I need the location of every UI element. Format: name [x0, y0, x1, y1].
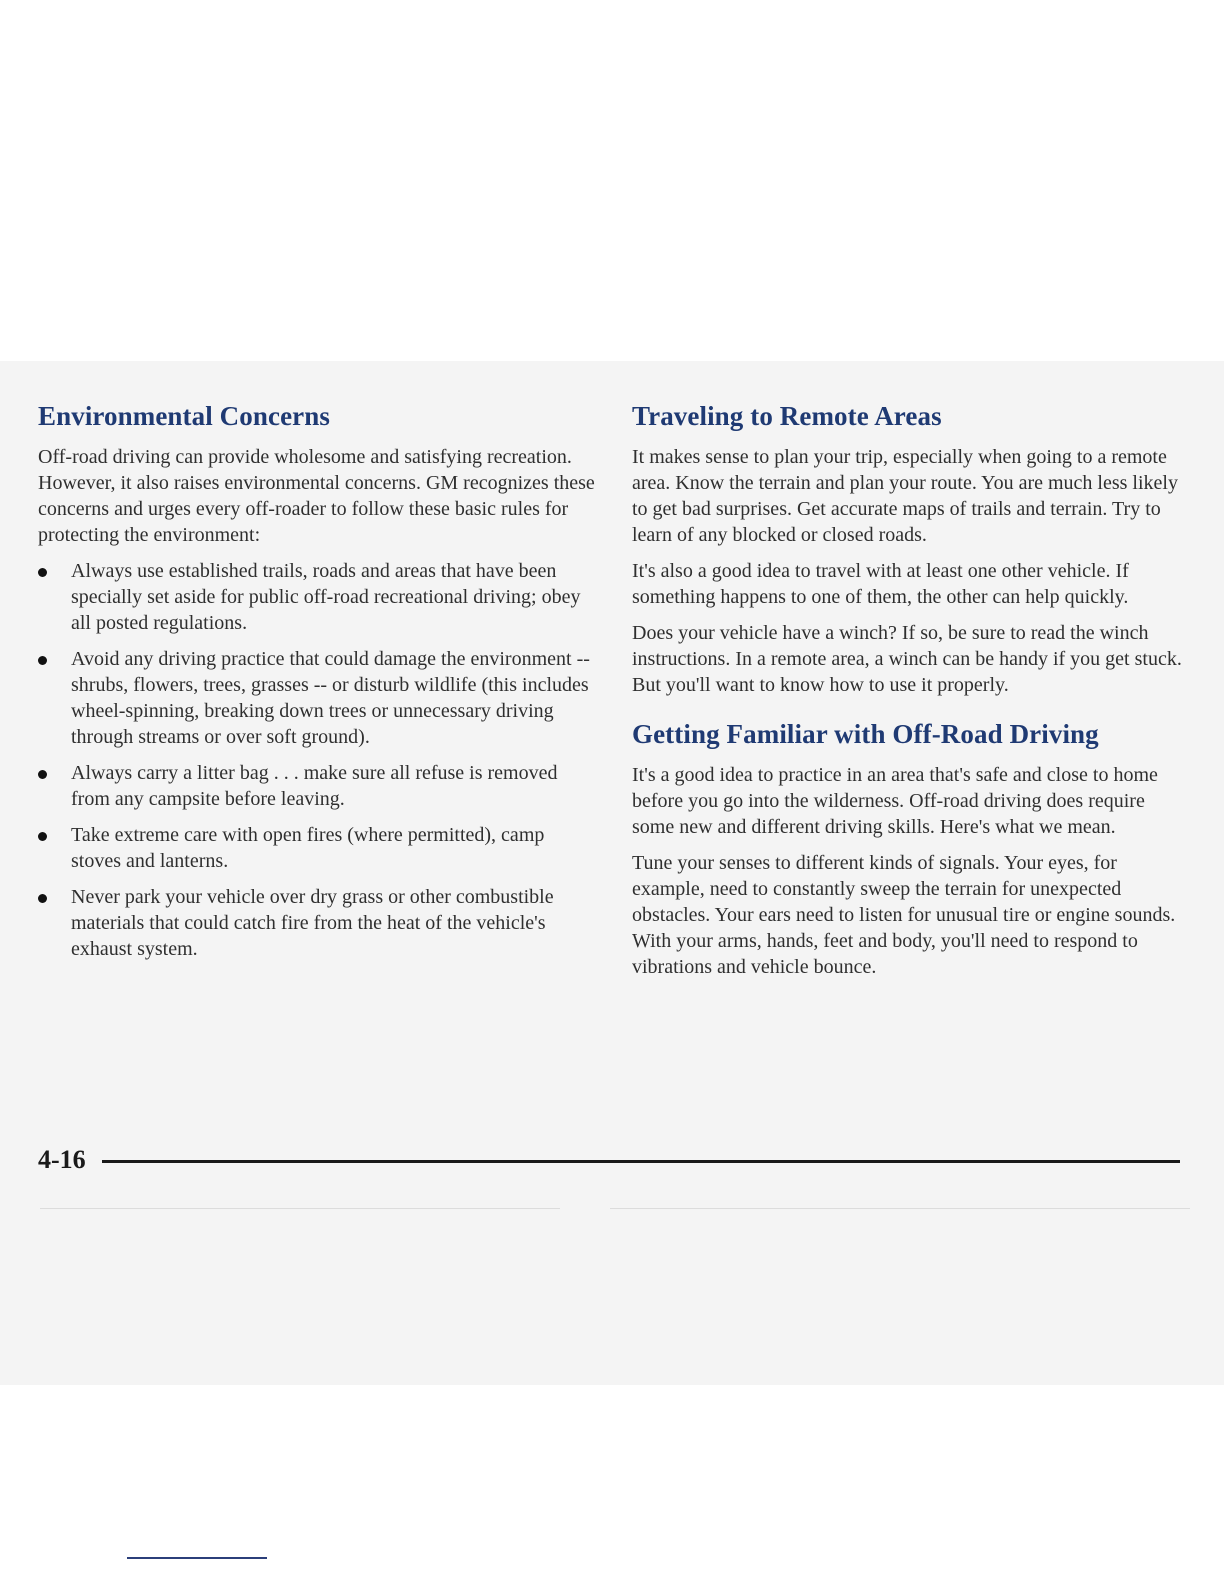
environmental-rules-list: [38, 558, 598, 962]
scan-artifact-rule-left: [40, 1208, 560, 1209]
list-item: [38, 822, 598, 874]
bullet-icon: [38, 832, 47, 841]
list-item-text: Take extreme care with open fires (where permitted), camp stoves and lanterns.: [71, 824, 545, 872]
footer-rule: [102, 1160, 1180, 1163]
page-footer: [38, 1144, 1180, 1176]
right-column: [632, 400, 1192, 990]
page-number: 4-16: [38, 1145, 86, 1174]
list-item: [38, 646, 598, 750]
list-item-text: Always carry a litter bag . . . make sure all refuse is removed from any campsite before leaving.: [71, 762, 558, 810]
remote-areas-paragraph: It's also a good idea to travel with at least one other vehicle. If something happens to one of them, the other can help quickly.: [632, 560, 1129, 608]
environmental-concerns-intro: Off-road driving can provide wholesome and satisfying recreation. However, it also raises environmental concerns. GM recognizes these concerns and urges every off-roader to follow these basic rules for protecting the environment:: [38, 446, 595, 546]
list-item-text: Avoid any driving practice that could damage the environment -- shrubs, flowers, trees, grasses -- or disturb wildlife (this includes wheel-spinning, breaking down trees or unnecessary driving through streams or over soft ground).: [71, 648, 590, 748]
scan-artifact-rule-right: [610, 1208, 1190, 1209]
off-road-familiar-paragraph: Tune your senses to different kinds of signals. Your eyes, for example, need to constantly sweep the terrain for unexpected obstacles. Your ears need to listen for unusual tire or engine sounds. With your arms, hands, feet and body, you'll need to respond to vibrations and vehicle bounce.: [632, 852, 1176, 978]
list-item-text: Always use established trails, roads and areas that have been specially set aside for public off-road recreational driving; obey all posted regulations.: [71, 560, 581, 634]
remote-areas-heading: Traveling to Remote Areas: [632, 401, 942, 431]
remote-areas-paragraph: Does your vehicle have a winch? If so, be sure to read the winch instructions. In a remote area, a winch can be handy if you get stuck. But you'll want to know how to use it properly.: [632, 622, 1182, 696]
list-item: [38, 558, 598, 636]
bullet-icon: [38, 656, 47, 665]
bottom-edge-rule: [127, 1557, 267, 1559]
remote-areas-paragraph: It makes sense to plan your trip, especially when going to a remote area. Know the terrain and plan your route. You are much less likely to get bad surprises. Get accurate maps of trails and terrain. Try to learn of any blocked or closed roads.: [632, 446, 1178, 546]
off-road-familiar-paragraph: It's a good idea to practice in an area that's safe and close to home before you go into the wilderness. Off-road driving does require some new and different driving skills. Here's what we mean.: [632, 764, 1158, 838]
list-item-text: Never park your vehicle over dry grass or other combustible materials that could catch fire from the heat of the vehicle's exhaust system.: [71, 886, 554, 960]
environmental-concerns-heading: Environmental Concerns: [38, 401, 330, 431]
bullet-icon: [38, 770, 47, 779]
list-item: [38, 884, 598, 962]
list-item: [38, 760, 598, 812]
bullet-icon: [38, 894, 47, 903]
left-column: [38, 400, 598, 972]
off-road-familiar-heading: Getting Familiar with Off-Road Driving: [632, 719, 1099, 749]
bullet-icon: [38, 568, 47, 577]
